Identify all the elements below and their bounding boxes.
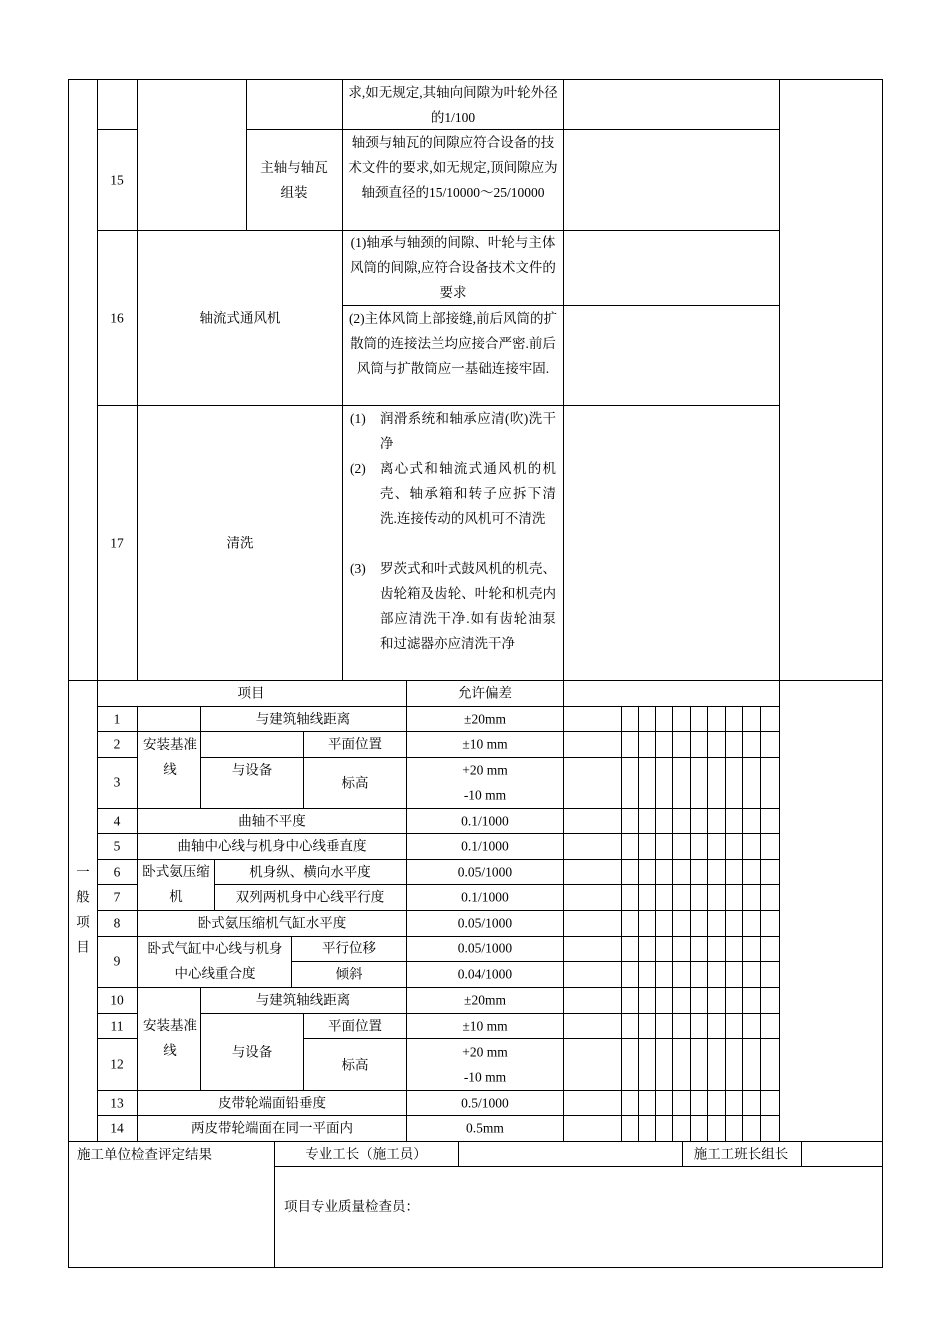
footer-team-leader-label: 施工工班长组长 (693, 1146, 789, 1162)
item-17-req-3-text: 罗茨式和叶式鼓风机的机壳、齿轮箱及齿轮、叶轮和机壳内部应清洗干净.如有齿轮油泵和过滤器亦应清洗干净 (380, 561, 556, 651)
gcol-equip-a (303, 731, 304, 808)
footer-col-c (682, 1141, 683, 1167)
item-14-requirement-cont: 求,如无规定,其轴向间隙为叶轮外径的1/100 (348, 85, 558, 125)
general-row-no: 7 (113, 889, 121, 905)
general-row-item: 与建筑轴线距离 (255, 992, 351, 1008)
frame-bottom-line (68, 1267, 883, 1268)
general-label-char-2: 般 (76, 889, 90, 905)
general-row-no: 5 (113, 838, 121, 854)
general-row-tolerance: 0.04/1000 (457, 966, 513, 982)
general-row-no: 1 (113, 711, 121, 727)
general-label-char-3: 项 (76, 914, 90, 930)
item-17-no: 17 (110, 535, 124, 551)
general-row-no: 4 (113, 813, 121, 829)
general-row-no: 9 (113, 953, 121, 969)
gcol-tol-left (406, 680, 407, 1142)
general-row-no: 3 (113, 774, 121, 790)
group-with-equipment-a: 与设备 (231, 762, 273, 778)
row-line-g3a (97, 757, 137, 758)
general-row-tolerance: 0.1/1000 (461, 889, 509, 905)
group-horizontal-compressor: 卧式氨压缩机 (142, 864, 210, 904)
item-15-no: 15 (110, 172, 124, 188)
measure-col-4 (672, 706, 673, 1142)
item-16-requirement-1: (1)轴承与轴颈的间隙、叶轮与主体风筒的间隙,应符合设备技术文件的要求 (350, 235, 556, 300)
general-row-tolerance: 0.05/1000 (457, 940, 513, 956)
footer-col-d (801, 1141, 802, 1167)
footer-result-label: 施工单位检查评定结果 (77, 1147, 212, 1162)
item-17-req-1-text: 润滑系统和轴承应清(吹)洗干净 (380, 411, 556, 451)
general-row-no: 14 (110, 1120, 124, 1136)
measure-col-8 (742, 706, 743, 1142)
general-row-tolerance: +20 mm (462, 1044, 508, 1060)
general-row-item: 机身纵、横向水平度 (249, 864, 371, 880)
general-row-item: 平行位移 (322, 940, 376, 956)
general-row-tolerance: 0.5/1000 (461, 1095, 509, 1111)
general-row-no: 10 (110, 992, 124, 1008)
footer-col-a (274, 1141, 275, 1268)
footer-inspector-label: 项目专业质量检查员： (284, 1199, 419, 1214)
foreman-signature-field[interactable] (461, 1144, 679, 1164)
general-row-tolerance: ±20mm (464, 992, 506, 1008)
item-17-req-3-mark: (3) (350, 561, 366, 576)
general-row-tolerance: ±10 mm (462, 736, 508, 752)
general-row-item: 倾斜 (335, 966, 363, 982)
col-line-b (137, 79, 138, 680)
general-row-tolerance: 0.1/1000 (461, 813, 509, 829)
general-row-item: 平面位置 (328, 1018, 382, 1034)
general-row-tolerance: -10 mm (463, 1069, 507, 1085)
general-row-no: 2 (113, 736, 121, 752)
col-line-a (97, 79, 98, 1142)
general-row-no: 13 (110, 1095, 124, 1111)
frame-right-line (882, 79, 883, 1268)
general-row-item: 卧式氨压缩机气缸水平度 (197, 915, 347, 931)
general-row-item: 平面位置 (328, 736, 382, 752)
col-line-f (779, 79, 780, 1142)
general-row-no: 6 (113, 864, 121, 880)
item-17-req-1-mark: (1) (350, 411, 366, 426)
col-line-d (342, 79, 343, 680)
row-line-g13 (97, 1090, 780, 1091)
general-row-tolerance: 0.5mm (466, 1120, 504, 1136)
col-line-e (563, 79, 564, 1142)
general-row-item: 双列两机身中心线平行度 (235, 889, 385, 905)
item-17-req-2-text: 离心式和轴流式通风机的机壳、轴承箱和转子应拆下清洗.连接传动的风机可不清洗 (380, 461, 556, 526)
general-row-item: 标高 (341, 1057, 369, 1073)
team-leader-signature-field[interactable] (804, 1144, 879, 1164)
item-17-req-2-mark: (2) (350, 461, 366, 476)
general-row-tolerance: +20 mm (462, 762, 508, 778)
measure-col-5 (690, 706, 691, 1142)
item-16-name: 轴流式通风机 (199, 310, 281, 326)
row-line-14-15-no (97, 129, 137, 130)
general-row-no: 11 (110, 1018, 124, 1034)
gcol-equip-b (303, 1013, 304, 1090)
measure-col-1 (621, 706, 622, 1142)
general-row-item: 曲轴中心线与机身中心线垂直度 (177, 838, 367, 854)
item-15-requirement: 轴颈与轴瓦的间隙应符合设备的技术文件的要求,如无规定,顶间隙应为轴颈直径的15/10000～25/10000 (348, 135, 558, 200)
measure-col-3 (655, 706, 656, 1142)
general-row-item: 皮带轮端面铅垂度 (218, 1095, 326, 1111)
group-install-base-a: 安装基准线 (143, 737, 197, 777)
general-row-tolerance: 0.1/1000 (461, 838, 509, 854)
gcol-cylinder (291, 936, 292, 987)
measure-col-9 (760, 706, 761, 1142)
general-row-tolerance: 0.05/1000 (457, 864, 513, 880)
general-row-tolerance: -10 mm (463, 787, 507, 803)
general-row-item: 与建筑轴线距离 (255, 711, 351, 727)
row-line-g4 (97, 808, 780, 809)
general-header-tolerance: 允许偏差 (458, 685, 512, 701)
footer-foreman-label: 专业工长（施工员） (305, 1146, 427, 1162)
item-17-name: 清洗 (226, 535, 254, 551)
footer-col-b (458, 1141, 459, 1167)
general-label-char-1: 一 (76, 864, 90, 880)
item-16-no: 16 (110, 310, 124, 326)
group-with-equipment-b: 与设备 (231, 1044, 273, 1060)
general-label-char-4: 目 (76, 939, 90, 955)
general-row-item: 曲轴不平度 (238, 813, 306, 829)
frame-left-line (68, 79, 69, 1268)
group-install-base-b: 安装基准线 (143, 1018, 197, 1058)
item-15-sub-name: 主轴与轴瓦组装 (260, 160, 328, 200)
inspector-signature-field[interactable] (430, 1180, 875, 1260)
general-row-item: 标高 (341, 775, 369, 791)
measure-col-2 (638, 706, 639, 1142)
gcol-install-b (200, 987, 201, 1090)
item-16-requirement-2: (2)主体风筒上部接缝,前后风筒的扩散筒的连接法兰均应接合严密.前后风筒与扩散筒应一基础连接牢固. (348, 311, 558, 376)
measure-col-7 (725, 706, 726, 1142)
gcol-install-a (200, 706, 201, 808)
general-header-item: 项目 (237, 685, 265, 701)
general-row-no: 12 (110, 1056, 124, 1072)
gcol-compressor (214, 859, 215, 910)
general-row-tolerance: 0.05/1000 (457, 915, 513, 931)
general-row-tolerance: ±20mm (464, 711, 506, 727)
general-row-item: 两皮带轮端面在同一平面内 (191, 1120, 353, 1136)
measure-col-6 (707, 706, 708, 1142)
group-cylinder-coincidence: 卧式气缸中心线与机身中心线重合度 (147, 941, 283, 981)
col-line-c (246, 79, 247, 230)
general-row-no: 8 (113, 915, 121, 931)
gcol-no (137, 706, 138, 1142)
general-row-tolerance: ±10 mm (462, 1018, 508, 1034)
